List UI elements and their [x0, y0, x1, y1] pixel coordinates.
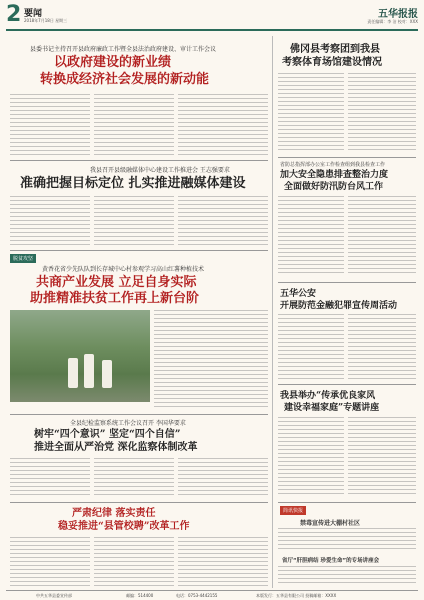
divider [10, 414, 268, 415]
right4-body-col1 [278, 417, 344, 497]
right2-body-col1 [278, 196, 344, 276]
article4-body-col1 [10, 458, 90, 498]
article5-body-col3 [178, 537, 268, 587]
divider [278, 384, 416, 385]
divider [10, 502, 268, 503]
article3-kicker: 黄香花省少先队队到长存城中心村参观学习高山红薯种植技术 [42, 266, 205, 273]
section-name: 要闻 [24, 9, 43, 19]
article2-body-col2 [94, 196, 174, 246]
photo-person [68, 358, 78, 388]
header-meta: 责任编辑：李 洁 校对：XXX [367, 19, 418, 24]
right3-title-line2: 开展防范金融犯罪宣传周活动 [280, 301, 398, 311]
right4-title-line2: 建设幸福家庭”专题讲座 [284, 403, 380, 413]
brief1-body [278, 528, 416, 550]
footer-phone: 电话：0753-4442155 [176, 593, 218, 598]
photo-person [84, 354, 94, 388]
right3-body-col2 [348, 314, 416, 380]
right1-body-col2 [348, 73, 416, 153]
right2-body-col2 [348, 196, 416, 276]
right3-body-col1 [278, 314, 344, 380]
divider [278, 157, 416, 158]
divider [10, 250, 268, 251]
right3-title-line1: 五华公安 [280, 289, 317, 299]
article4-body-col3 [178, 458, 268, 498]
footer-postcode: 邮编：514400 [126, 593, 154, 598]
right2-title-line2: 全面做好防汛防台风工作 [284, 182, 384, 192]
footer-info: 本版发行：五华县有限公司 投稿邮箱：XXXX [256, 593, 337, 598]
right1-title-line2: 考察体育场馆建设情况 [282, 57, 382, 68]
article3-title-line1: 共商产业发展 立足自身实际 [36, 275, 197, 290]
article1-title-line1: 以政府建设的新业绩 [54, 55, 172, 70]
right4-title-line1: 我县举办“传承优良家风 [280, 391, 376, 401]
divider [278, 502, 416, 503]
right2-kicker: 省防总指挥部办公室工作检查组到我县检查工作 [280, 162, 386, 168]
right1-title-line1: 佛冈县考察团到我县 [290, 44, 380, 55]
article4-title-line1: 树牢“四个意识” 坚定“四个自信” [34, 429, 181, 440]
article3-photo [10, 310, 150, 402]
brief2-title: 省厅“肝胆病结 珍爱生命”的专场讲座会 [282, 558, 380, 564]
right1-body-col1 [278, 73, 344, 153]
right2-title-line1: 加大安全隐患排查整治力度 [280, 170, 389, 180]
article5-body-col1 [10, 537, 90, 587]
column-divider [272, 36, 273, 588]
brief1-title: 禁毒宣传进大棚村社区 [300, 520, 361, 527]
section-banner: 脱贫攻坚 [10, 254, 36, 263]
article4-kicker: 全县纪检监察系统工作会议召开 李国华要求 [70, 420, 186, 427]
article5-title-line1: 严肃纪律 落实责任 [72, 508, 156, 519]
article4-body-col2 [94, 458, 174, 498]
article1-title-line2: 转换成经济社会发展的新动能 [40, 72, 210, 87]
article3-body [154, 310, 268, 410]
photo-person [102, 360, 112, 388]
right4-body-col2 [348, 417, 416, 497]
footer-publisher: 中共五华县委宣传部 [36, 593, 72, 598]
issue-date: 2018年7月18日 星期三 [24, 18, 68, 23]
article1-body-col1 [10, 94, 90, 156]
divider [10, 160, 268, 161]
article4-title-line2: 推进全面从严治党 深化监察体制改革 [34, 442, 198, 453]
article1-body-col3 [178, 94, 268, 156]
page-footer [6, 590, 418, 600]
page-number: 2 [6, 2, 22, 27]
paper-name: 五华报报 [378, 9, 418, 20]
page-header [6, 3, 418, 31]
brief2-body [278, 566, 416, 586]
article1-kicker: 县委书记主持召开县政府廉政工作暨全县法治政府建设、审计工作会议 [30, 46, 217, 53]
article2-kicker: 我县召开县级融媒体中心建设工作推进会 王志强要求 [90, 167, 230, 174]
article2-body-col3 [178, 196, 268, 246]
article1-body-col2 [94, 94, 174, 156]
article2-title: 准确把握目标定位 扎实推进融媒体建设 [20, 176, 246, 191]
article5-title-line2: 稳妥推进“县管校聘”改革工作 [58, 521, 190, 532]
article5-body-col2 [94, 537, 174, 587]
article2-body-col1 [10, 196, 90, 246]
brief-banner: 简讯快报 [280, 506, 306, 515]
article3-title-line2: 助推精准扶贫工作再上新台阶 [30, 291, 200, 306]
divider [278, 282, 416, 283]
